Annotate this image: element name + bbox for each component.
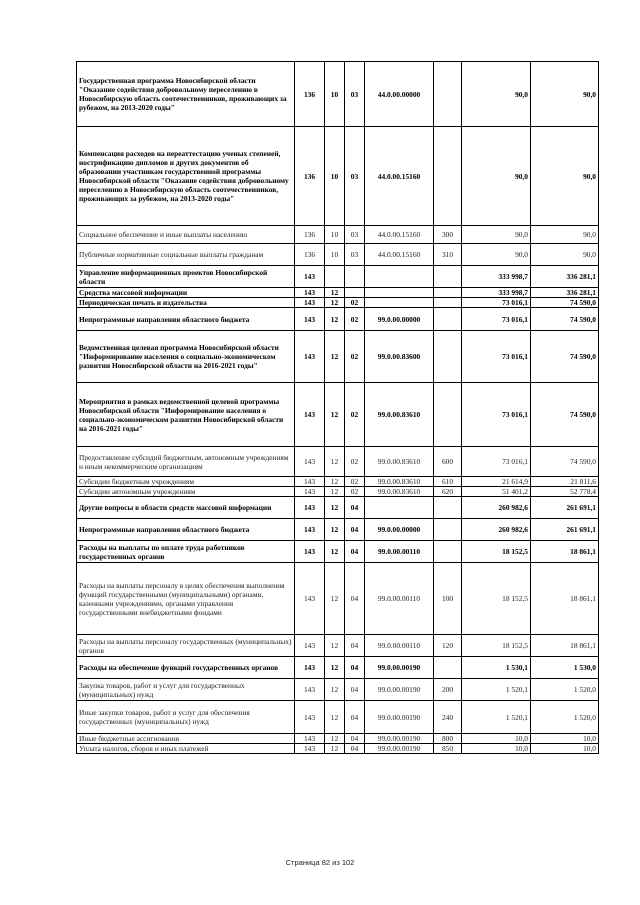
row-subsection-code: 03 xyxy=(345,62,365,127)
row-subsection-code: 02 xyxy=(345,477,365,487)
row-department-code: 143 xyxy=(295,298,325,308)
row-amount-year-2: 74 590,0 xyxy=(531,298,599,308)
row-section-code: 12 xyxy=(325,487,345,497)
row-amount-year-2: 18 861,1 xyxy=(531,541,599,563)
row-department-code: 143 xyxy=(295,331,325,383)
row-subsection-code: 02 xyxy=(345,487,365,497)
table-row xyxy=(77,383,599,447)
row-target-article-code: 99.0.00.00000 xyxy=(365,308,434,331)
row-department-code: 143 xyxy=(295,447,325,477)
row-name: Государственная программа Новосибирской области "Оказание содействия добровольному переселению в Новосибирскую область соотечественников, проживающих за рубежом, на 2013-2020 годы" xyxy=(77,62,295,127)
row-department-code: 143 xyxy=(295,288,325,298)
row-name: Уплата налогов, сборов и иных платежей xyxy=(77,744,295,754)
row-amount-year-1: 18 152,5 xyxy=(462,635,531,657)
row-department-code: 143 xyxy=(295,734,325,744)
table-row xyxy=(77,701,599,734)
row-subsection-code: 04 xyxy=(345,519,365,541)
row-amount-year-2: 10,0 xyxy=(531,744,599,754)
row-expense-type-code xyxy=(434,298,462,308)
row-subsection-code: 04 xyxy=(345,679,365,701)
row-target-article-code: 99.0.00.83610 xyxy=(365,477,434,487)
row-amount-year-1: 21 614,9 xyxy=(462,477,531,487)
row-subsection-code: 04 xyxy=(345,744,365,754)
table-row xyxy=(77,679,599,701)
row-target-article-code xyxy=(365,298,434,308)
row-name: Иные бюджетные ассигнования xyxy=(77,734,295,744)
row-name: Непрограммные направления областного бюджета xyxy=(77,308,295,331)
row-department-code: 143 xyxy=(295,679,325,701)
row-expense-type-code xyxy=(434,541,462,563)
row-target-article-code xyxy=(365,497,434,519)
row-name: Предоставление субсидий бюджетным, автономным учреждениям и иным некоммерческим организациям xyxy=(77,447,295,477)
budget-table xyxy=(76,61,599,754)
row-subsection-code: 03 xyxy=(345,127,365,226)
row-name: Расходы на выплаты персоналу в целях обеспечения выполнения функций государственными (муниципальными) органами, казенными учреждениями, органами управления государственными внебюджетными фондами xyxy=(77,563,295,635)
row-department-code: 143 xyxy=(295,383,325,447)
row-target-article-code: 99.0.00.83610 xyxy=(365,447,434,477)
table-row xyxy=(77,266,599,288)
table-body xyxy=(77,62,599,754)
table-row xyxy=(77,127,599,226)
table-row xyxy=(77,487,599,497)
row-amount-year-2: 336 281,1 xyxy=(531,288,599,298)
row-target-article-code: 44.0.00.00000 xyxy=(365,62,434,127)
row-section-code: 12 xyxy=(325,541,345,563)
row-target-article-code xyxy=(365,288,434,298)
row-target-article-code: 99.0.00.00190 xyxy=(365,679,434,701)
row-department-code: 143 xyxy=(295,266,325,288)
row-subsection-code: 04 xyxy=(345,497,365,519)
row-section-code: 12 xyxy=(325,519,345,541)
row-target-article-code: 99.0.00.00110 xyxy=(365,541,434,563)
row-department-code: 143 xyxy=(295,308,325,331)
table-row xyxy=(77,244,599,266)
row-target-article-code: 99.0.00.00190 xyxy=(365,657,434,679)
row-amount-year-1: 1 520,1 xyxy=(462,701,531,734)
row-subsection-code: 04 xyxy=(345,563,365,635)
row-name: Расходы на выплаты персоналу государственных (муниципальных) органов xyxy=(77,635,295,657)
row-amount-year-2: 90,0 xyxy=(531,244,599,266)
row-amount-year-1: 18 152,5 xyxy=(462,563,531,635)
row-expense-type-code: 100 xyxy=(434,563,462,635)
row-amount-year-2: 90,0 xyxy=(531,127,599,226)
row-name: Расходы на выплаты по оплате труда работников государственных органов xyxy=(77,541,295,563)
table-row xyxy=(77,563,599,635)
row-target-article-code xyxy=(365,266,434,288)
row-section-code: 12 xyxy=(325,679,345,701)
row-amount-year-2: 1 520,0 xyxy=(531,679,599,701)
row-name: Другие вопросы в области средств массовой информации xyxy=(77,497,295,519)
row-expense-type-code: 300 xyxy=(434,226,462,244)
row-department-code: 143 xyxy=(295,477,325,487)
row-amount-year-1: 73 016,1 xyxy=(462,308,531,331)
table-row xyxy=(77,497,599,519)
row-amount-year-2: 74 590,0 xyxy=(531,331,599,383)
row-name: Публичные нормативные социальные выплаты гражданам xyxy=(77,244,295,266)
row-name: Средства массовой информации xyxy=(77,288,295,298)
row-name: Иные закупки товаров, работ и услуг для обеспечения государственных (муниципальных) нужд xyxy=(77,701,295,734)
row-department-code: 143 xyxy=(295,701,325,734)
table-row xyxy=(77,308,599,331)
row-subsection-code: 03 xyxy=(345,244,365,266)
row-amount-year-1: 90,0 xyxy=(462,62,531,127)
row-section-code: 12 xyxy=(325,383,345,447)
row-expense-type-code xyxy=(434,657,462,679)
row-name: Ведомственная целевая программа Новосибирской области "Информирование населения о социально-экономическом развитии Новосибирской области на 2016-2021 годы" xyxy=(77,331,295,383)
row-expense-type-code xyxy=(434,308,462,331)
row-section-code: 12 xyxy=(325,477,345,487)
row-name: Субсидии бюджетным учреждениям xyxy=(77,477,295,487)
row-department-code: 143 xyxy=(295,541,325,563)
row-department-code: 143 xyxy=(295,744,325,754)
row-target-article-code: 99.0.00.83610 xyxy=(365,487,434,497)
table-row xyxy=(77,447,599,477)
row-section-code: 12 xyxy=(325,635,345,657)
row-amount-year-1: 1 520,1 xyxy=(462,679,531,701)
row-target-article-code: 99.0.00.83600 xyxy=(365,331,434,383)
row-amount-year-2: 18 861,1 xyxy=(531,635,599,657)
row-name: Субсидии автономным учреждениям xyxy=(77,487,295,497)
row-subsection-code: 04 xyxy=(345,657,365,679)
row-section-code: 12 xyxy=(325,447,345,477)
row-section-code: 12 xyxy=(325,288,345,298)
row-subsection-code: 02 xyxy=(345,331,365,383)
table-row xyxy=(77,62,599,127)
row-section-code: 10 xyxy=(325,244,345,266)
row-amount-year-1: 260 982,6 xyxy=(462,497,531,519)
row-expense-type-code xyxy=(434,127,462,226)
row-department-code: 143 xyxy=(295,563,325,635)
row-amount-year-2: 1 520,0 xyxy=(531,701,599,734)
table-row xyxy=(77,657,599,679)
row-amount-year-2: 1 530,0 xyxy=(531,657,599,679)
page-footer: Страница 82 из 102 xyxy=(285,858,355,867)
row-amount-year-2: 74 590,0 xyxy=(531,383,599,447)
table-row xyxy=(77,477,599,487)
row-expense-type-code: 850 xyxy=(434,744,462,754)
row-department-code: 136 xyxy=(295,127,325,226)
table-row xyxy=(77,298,599,308)
row-amount-year-1: 333 998,7 xyxy=(462,288,531,298)
row-target-article-code: 99.0.00.00190 xyxy=(365,744,434,754)
row-amount-year-2: 18 861,1 xyxy=(531,563,599,635)
table-row xyxy=(77,226,599,244)
row-amount-year-1: 333 998,7 xyxy=(462,266,531,288)
row-name: Управление информационных проектов Новосибирской области xyxy=(77,266,295,288)
row-subsection-code: 02 xyxy=(345,308,365,331)
row-target-article-code: 99.0.00.83610 xyxy=(365,383,434,447)
row-section-code: 12 xyxy=(325,308,345,331)
row-amount-year-1: 73 016,1 xyxy=(462,447,531,477)
row-expense-type-code: 800 xyxy=(434,734,462,744)
row-department-code: 136 xyxy=(295,62,325,127)
row-amount-year-1: 10,0 xyxy=(462,734,531,744)
row-expense-type-code xyxy=(434,266,462,288)
row-section-code xyxy=(325,266,345,288)
row-department-code: 136 xyxy=(295,226,325,244)
row-target-article-code: 99.0.00.00110 xyxy=(365,635,434,657)
row-amount-year-2: 90,0 xyxy=(531,62,599,127)
row-name: Мероприятия в рамках ведомственной целевой программы Новосибирской области "Информирование населения о социально-экономическом развитии Новосибирской области на 2016-2021 годы" xyxy=(77,383,295,447)
row-expense-type-code: 240 xyxy=(434,701,462,734)
row-amount-year-1: 73 016,1 xyxy=(462,383,531,447)
row-subsection-code: 02 xyxy=(345,383,365,447)
row-name: Закупка товаров, работ и услуг для государственных (муниципальных) нужд xyxy=(77,679,295,701)
table-row xyxy=(77,734,599,744)
row-amount-year-1: 73 016,1 xyxy=(462,331,531,383)
row-subsection-code xyxy=(345,288,365,298)
row-expense-type-code: 600 xyxy=(434,447,462,477)
row-amount-year-2: 90,0 xyxy=(531,226,599,244)
row-section-code: 12 xyxy=(325,701,345,734)
row-section-code: 12 xyxy=(325,563,345,635)
row-amount-year-2: 74 590,0 xyxy=(531,447,599,477)
row-amount-year-1: 1 530,1 xyxy=(462,657,531,679)
row-section-code: 12 xyxy=(325,331,345,383)
row-target-article-code: 99.0.00.00190 xyxy=(365,734,434,744)
row-amount-year-2: 261 691,1 xyxy=(531,519,599,541)
row-department-code: 136 xyxy=(295,244,325,266)
row-amount-year-2: 52 778,4 xyxy=(531,487,599,497)
row-amount-year-2: 261 691,1 xyxy=(531,497,599,519)
table-row xyxy=(77,331,599,383)
row-expense-type-code xyxy=(434,288,462,298)
row-target-article-code: 44.0.00.15160 xyxy=(365,226,434,244)
row-amount-year-1: 90,0 xyxy=(462,226,531,244)
row-target-article-code: 44.0.00.15160 xyxy=(365,127,434,226)
row-section-code: 12 xyxy=(325,744,345,754)
row-amount-year-2: 10,0 xyxy=(531,734,599,744)
row-expense-type-code: 610 xyxy=(434,477,462,487)
row-subsection-code xyxy=(345,266,365,288)
row-amount-year-1: 10,0 xyxy=(462,744,531,754)
row-section-code: 10 xyxy=(325,62,345,127)
row-amount-year-1: 90,0 xyxy=(462,244,531,266)
row-target-article-code: 44.0.00.15160 xyxy=(365,244,434,266)
row-section-code: 12 xyxy=(325,734,345,744)
table-row xyxy=(77,541,599,563)
table-row xyxy=(77,519,599,541)
row-name: Компенсация расходов на переаттестацию ученых степеней, нострификацию дипломов и других документов об образовании участникам государственной программы Новосибирской области "Оказание содействия добровольному переселению в Новосибирскую область соотечественников, проживающих за рубежом, на 2013-2020 годы" xyxy=(77,127,295,226)
row-target-article-code: 99.0.00.00110 xyxy=(365,563,434,635)
row-expense-type-code xyxy=(434,497,462,519)
row-expense-type-code xyxy=(434,383,462,447)
row-subsection-code: 04 xyxy=(345,635,365,657)
row-section-code: 12 xyxy=(325,657,345,679)
row-target-article-code: 99.0.00.00000 xyxy=(365,519,434,541)
row-name: Непрограммные направления областного бюджета xyxy=(77,519,295,541)
row-subsection-code: 02 xyxy=(345,447,365,477)
row-section-code: 10 xyxy=(325,127,345,226)
row-amount-year-1: 73 016,1 xyxy=(462,298,531,308)
row-amount-year-1: 18 152,5 xyxy=(462,541,531,563)
row-target-article-code: 99.0.00.00190 xyxy=(365,701,434,734)
row-amount-year-1: 90,0 xyxy=(462,127,531,226)
row-section-code: 12 xyxy=(325,298,345,308)
row-amount-year-2: 21 811,6 xyxy=(531,477,599,487)
row-department-code: 143 xyxy=(295,635,325,657)
row-name: Периодическая печать и издательства xyxy=(77,298,295,308)
row-subsection-code: 03 xyxy=(345,226,365,244)
table-row xyxy=(77,288,599,298)
row-amount-year-1: 260 982,6 xyxy=(462,519,531,541)
row-department-code: 143 xyxy=(295,519,325,541)
row-expense-type-code: 620 xyxy=(434,487,462,497)
row-amount-year-2: 336 281,1 xyxy=(531,266,599,288)
row-section-code: 12 xyxy=(325,497,345,519)
row-name: Расходы на обеспечение функций государственных органов xyxy=(77,657,295,679)
row-expense-type-code xyxy=(434,62,462,127)
row-amount-year-2: 74 590,0 xyxy=(531,308,599,331)
row-subsection-code: 04 xyxy=(345,734,365,744)
row-section-code: 10 xyxy=(325,226,345,244)
row-expense-type-code xyxy=(434,331,462,383)
row-subsection-code: 04 xyxy=(345,701,365,734)
row-department-code: 143 xyxy=(295,497,325,519)
row-expense-type-code xyxy=(434,519,462,541)
row-subsection-code: 02 xyxy=(345,298,365,308)
table-row xyxy=(77,744,599,754)
row-expense-type-code: 120 xyxy=(434,635,462,657)
row-amount-year-1: 51 401,2 xyxy=(462,487,531,497)
row-expense-type-code: 200 xyxy=(434,679,462,701)
row-name: Социальное обеспечение и иные выплаты населению xyxy=(77,226,295,244)
row-expense-type-code: 310 xyxy=(434,244,462,266)
table-row xyxy=(77,635,599,657)
row-department-code: 143 xyxy=(295,657,325,679)
row-department-code: 143 xyxy=(295,487,325,497)
row-subsection-code: 04 xyxy=(345,541,365,563)
